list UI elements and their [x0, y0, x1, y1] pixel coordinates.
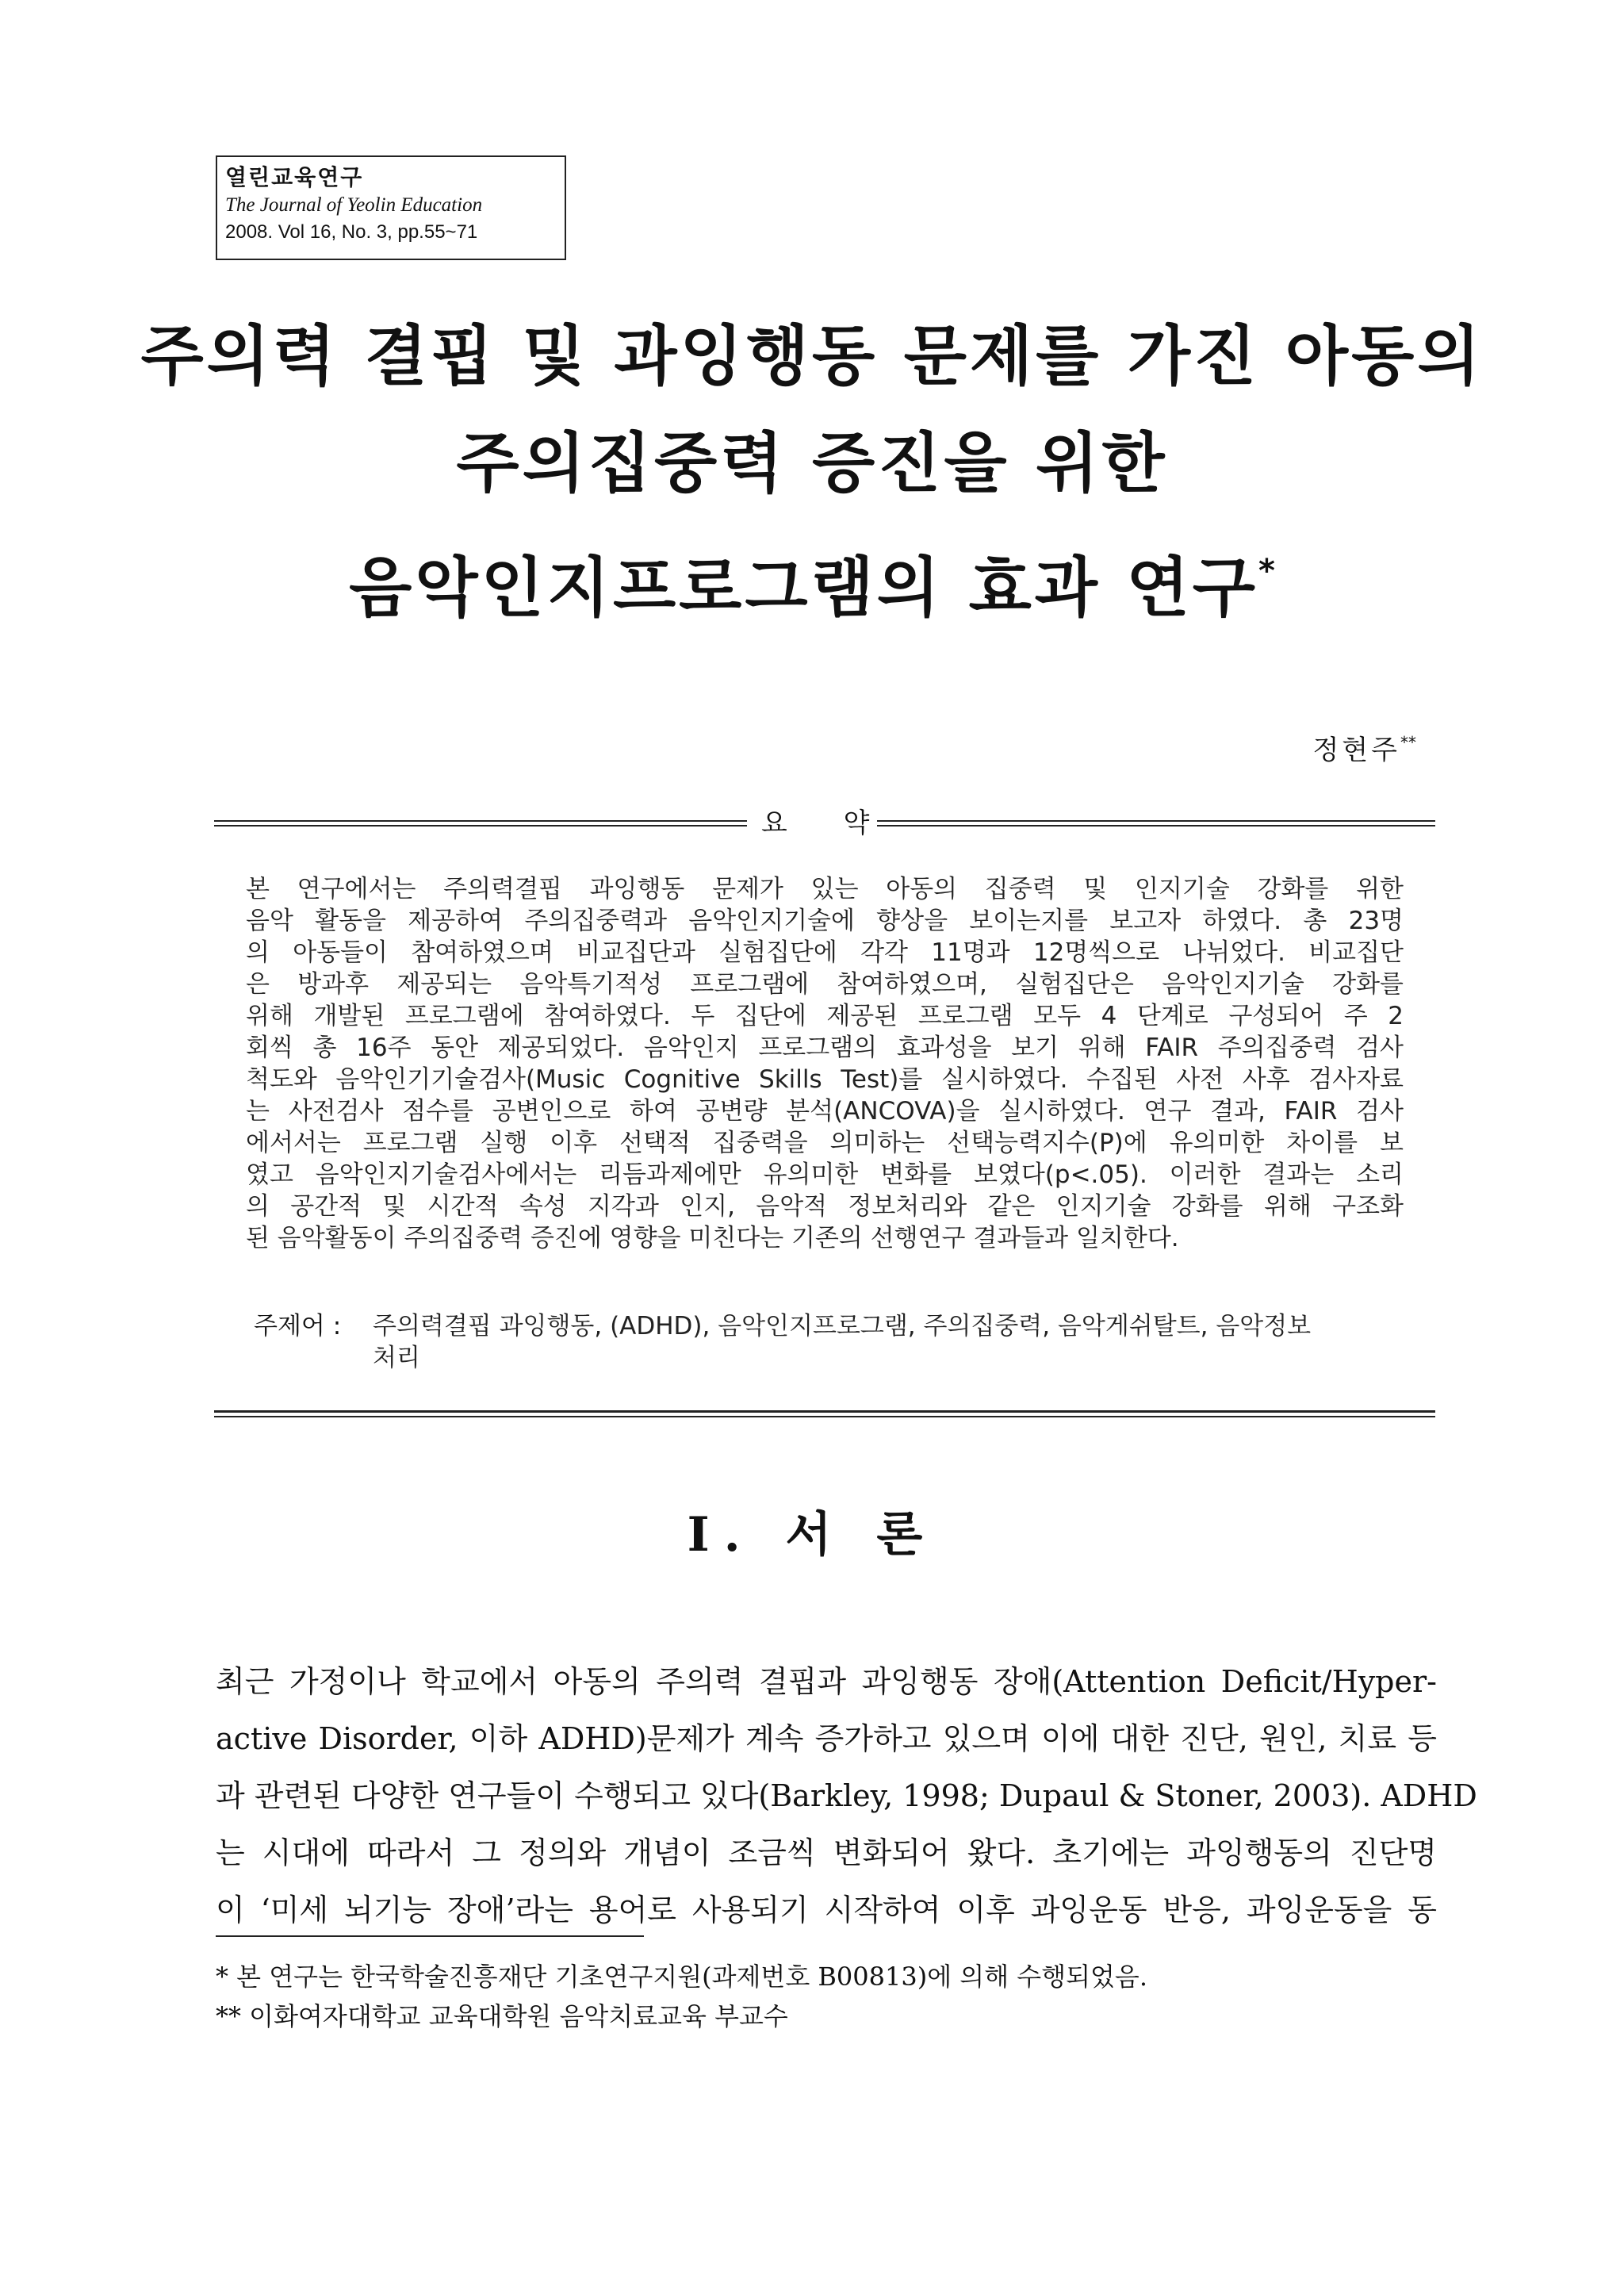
abstract-line: 였고 음악인지기술검사에서는 리듬과제에만 유의미한 변화를 보였다(p<.05). 이러한 결과는 소리: [246, 1160, 1404, 1189]
footnote-affiliation: ** 이화여자대학교 교육대학원 음악치료교육 부교수: [216, 2001, 788, 2031]
section-heading-introduction: Ⅰ. 서 론: [687, 1507, 937, 1563]
journal-info-box: [216, 155, 566, 260]
footnote-funding: * 본 연구는 한국학술진흥재단 기초연구지원(과제번호 B00813)에 의해 수행되었음.: [216, 1962, 1148, 1992]
title-footnote-mark: *: [1258, 553, 1275, 589]
journal-volume-info: 2008. Vol 16, No. 3, pp.55~71: [225, 221, 478, 243]
abstract-line: 의 아동들이 참여하였으며 비교집단과 실험집단에 각각 11명과 12명씩으로 나뉘었다. 비교집단: [246, 938, 1404, 967]
abstract-rule-right: [877, 820, 1435, 827]
body-text-line: active Disorder, 이하 ADHD)문제가 계속 증가하고 있으며 이에 대한 진단, 원인, 치료 등: [216, 1721, 1437, 1756]
footnote-separator: [216, 1935, 644, 1937]
author-footnote-mark: **: [1400, 733, 1416, 752]
journal-name-korean: 열린교육연구: [225, 164, 364, 190]
abstract-line: 에서서는 프로그램 실행 이후 선택적 집중력을 의미하는 선택능력지수(P)에 유의미한 차이를 보: [246, 1129, 1404, 1157]
abstract-line: 위해 개발된 프로그램에 참여하였다. 두 집단에 제공된 프로그램 모두 4 단계로 구성되어 주 2: [246, 1002, 1404, 1030]
author-name: [1312, 725, 1416, 768]
abstract-line: 회씩 총 16주 동안 제공되었다. 음악인지 프로그램의 효과성을 보기 위해 FAIR 주의집중력 검사: [246, 1034, 1404, 1062]
abstract-end-rule: [214, 1410, 1435, 1417]
journal-name-english: The Journal of Yeolin Education: [225, 194, 483, 216]
body-text-line: 최근 가정이나 학교에서 아동의 주의력 결핍과 과잉행동 장애(Attention Deficit/Hyper-: [216, 1664, 1437, 1699]
keywords-label: 주제어 :: [254, 1312, 342, 1340]
author-name-text: 정현주: [1312, 734, 1400, 766]
body-text-line: 과 관련된 다양한 연구들이 수행되고 있다(Barkley, 1998; Dupaul & Stoner, 2003). ADHD: [216, 1778, 1477, 1813]
abstract-rule-left: [214, 820, 747, 827]
keywords-line-1: 주의력결핍 과잉행동, (ADHD), 음악인지프로그램, 주의집중력, 음악게쉬탈트, 음악정보: [373, 1312, 1312, 1340]
paper-title-line-3: [0, 527, 1624, 632]
abstract-line: 음악 활동을 제공하여 주의집중력과 음악인지기술에 향상을 보이는지를 보고자 하였다. 총 23명: [246, 907, 1404, 935]
abstract-heading: 요 약: [761, 807, 894, 839]
abstract-line: 는 사전검사 점수를 공변인으로 하여 공변량 분석(ANCOVA)을 실시하였다. 연구 결과, FAIR 검사: [246, 1097, 1404, 1126]
body-text-line: 는 시대에 따라서 그 정의와 개념이 조금씩 변화되어 왔다. 초기에는 과잉행동의 진단명: [216, 1835, 1437, 1870]
body-text-line: 이 ‘미세 뇌기능 장애’라는 용어로 사용되기 시작하여 이후 과잉운동 반응, 과잉운동을 동: [216, 1893, 1437, 1927]
abstract-line: 은 방과후 제공되는 음악특기적성 프로그램에 참여하였으며, 실험집단은 음악인지기술 강화를: [246, 970, 1404, 999]
abstract-line: 된 음악활동이 주의집중력 증진에 영향을 미친다는 기존의 선행연구 결과들과 일치한다.: [246, 1224, 1179, 1252]
paper-title-line-3-text: 음악인지프로그램의 효과 연구: [349, 550, 1258, 626]
keywords-line-2: 처리: [373, 1344, 420, 1372]
abstract-line: 척도와 음악인기기술검사(Music Cognitive Skills Test)를 실시하였다. 수집된 사전 사후 검사자료: [246, 1065, 1404, 1094]
abstract-line: 의 공간적 및 시간적 속성 지각과 인지, 음악적 정보처리와 같은 인지기술 강화를 위해 구조화: [246, 1192, 1404, 1221]
paper-title-line-1: 주의력 결핍 및 과잉행동 문제를 가진 아동의: [140, 319, 1484, 394]
paper-title-line-2: 주의집중력 증진을 위한: [456, 426, 1168, 501]
abstract-line: 본 연구에서는 주의력결핍 과잉행동 문제가 있는 아동의 집중력 및 인지기술 강화를 위한: [246, 875, 1404, 903]
